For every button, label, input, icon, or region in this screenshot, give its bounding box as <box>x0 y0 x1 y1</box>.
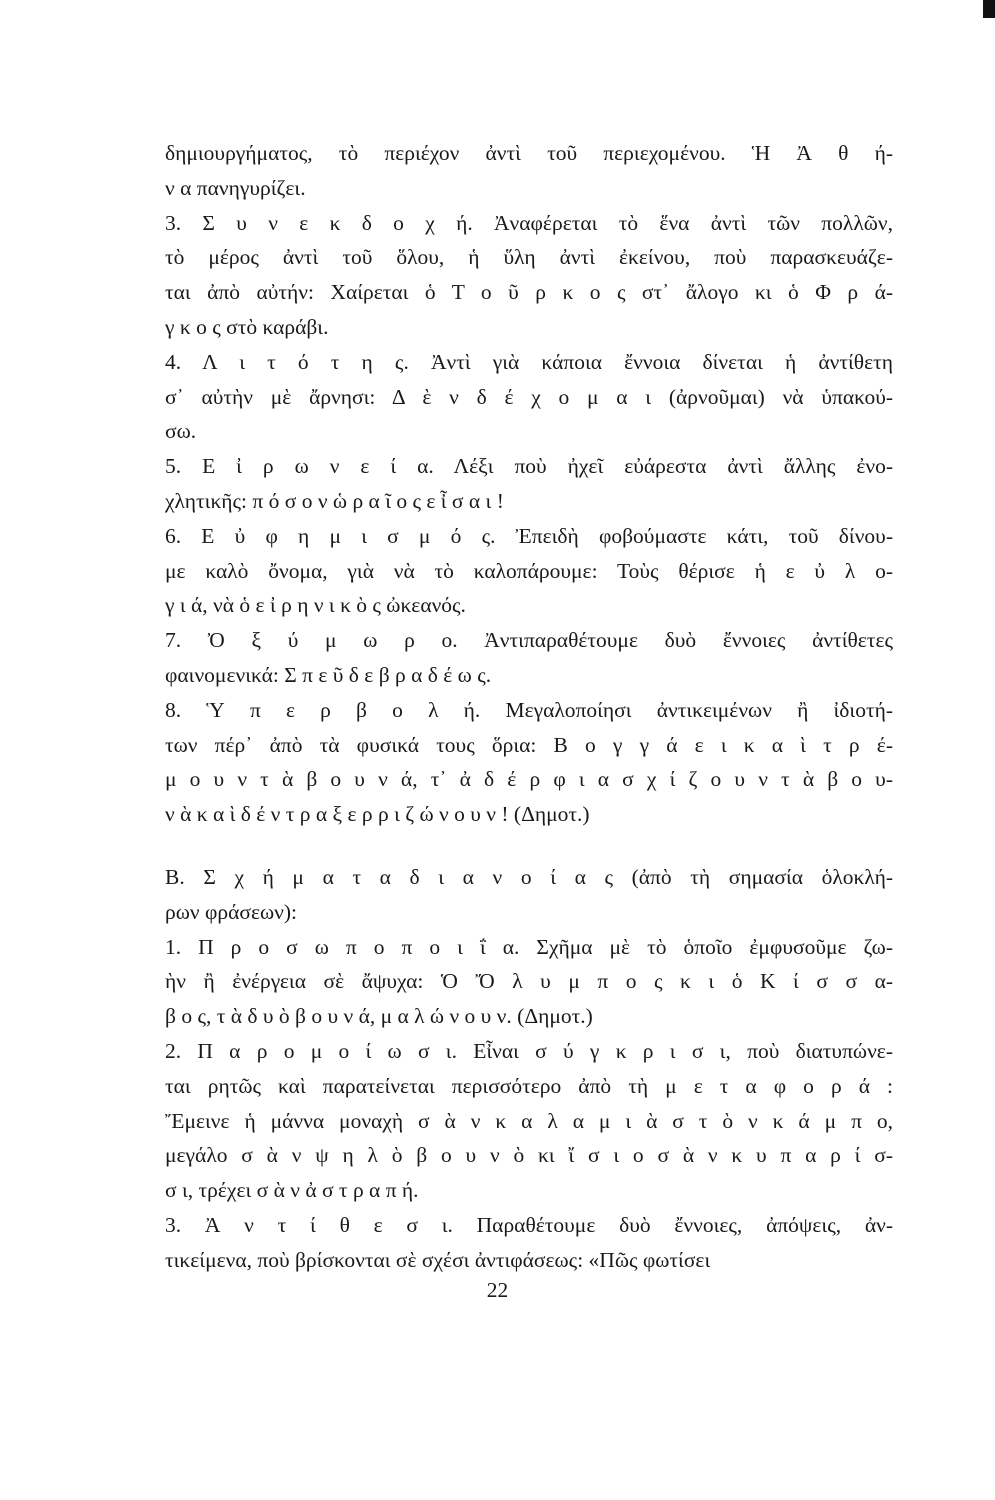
text-line: 5. Ε ἰ ρ ω ν ε ί α. Λέξι ποὺ ἠχεῖ εὐάρεστα ἀντὶ ἄλλης ἐνο- <box>165 454 893 479</box>
text-line: Β. Σ χ ή μ α τ α δ ι α ν ο ί α ς (ἀπὸ τὴ σημασία ὁλοκλή- <box>165 864 893 889</box>
text-line: 1. Π ρ ο σ ω π ο π ο ι ΐ α. Σχῆμα μὲ τὸ ὁποῖο ἐμφυσοῦμε ζω- <box>165 934 893 959</box>
text-line: με καλὸ ὄνομα, γιὰ νὰ τὸ καλοπάρουμε: Τοὺς θέρισε ἡ ε ὐ λ ο- <box>165 558 893 583</box>
text-line: 8. Ὑ π ε ρ β ο λ ή. Μεγαλοποίησι ἀντικειμένων ἢ ἰδιοτή- <box>165 697 893 722</box>
text-line: μ ο υ ν τ ὰ β ο υ ν ά, τ᾽ ἀ δ έ ρ φ ι α σ χ ί ζ ο υ ν τ ὰ β ο υ- <box>165 767 893 792</box>
page-number: 22 <box>486 1278 509 1302</box>
scan-edge-mark <box>983 0 995 18</box>
text-line: ρων φράσεων): <box>165 899 298 924</box>
text-line: β ο ς, τ ὰ δ υ ὸ β ο υ ν ά, μ α λ ώ ν ο υ ν. (Δημοτ.) <box>165 1004 593 1029</box>
text-line: 6. Ε ὐ φ η μ ι σ μ ό ς. Ἐπειδὴ φοβούμαστε κάτι, τοῦ δίνου- <box>165 523 893 548</box>
text-line: δημιουργήματος, τὸ περιέχον ἀντὶ τοῦ περιεχομένου. Ἡ Ἀ θ ή- <box>165 141 893 165</box>
text-line: σ ι, τρέχει σ ὰ ν ἀ σ τ ρ α π ή. <box>165 1178 419 1203</box>
text-line: 4. Λ ι τ ό τ η ς. Ἀντὶ γιὰ κάποια ἔννοια δίνεται ἡ ἀντίθετη <box>165 349 893 374</box>
text-line: 3. Ἀ ν τ ί θ ε σ ι. Παραθέτουμε δυὸ ἔννοιες, ἀπόψεις, ἀν- <box>165 1212 893 1237</box>
page-text <box>165 136 893 1278</box>
text-line: των πέρ᾽ ἀπὸ τὰ φυσικά τους ὅρια: Β ο γ γ ά ε ι κ α ὶ τ ρ έ- <box>165 732 893 757</box>
text-line: μεγάλο σ ὰ ν ψ η λ ὸ β ο υ ν ὸ κι ἴ σ ι ο σ ὰ ν κ υ π α ρ ί σ- <box>165 1143 893 1168</box>
text-line: σω. <box>165 419 197 444</box>
text-line: 3. Σ υ ν ε κ δ ο χ ή. Ἀναφέρεται τὸ ἕνα ἀντὶ τῶν πολλῶν, <box>165 210 893 235</box>
text-line: τὸ μέρος ἀντὶ τοῦ ὅλου, ἡ ὕλη ἀντὶ ἐκείνου, ποὺ παρασκευάζε- <box>165 245 893 270</box>
text-line: 2. Π α ρ ο μ ο ί ω σ ι. Εἶναι σ ύ γ κ ρ ι σ ι, ποὺ διατυπώνε- <box>165 1038 893 1063</box>
text-line: ὴν ἢ ἐνέργεια σὲ ἄψυχα: Ὁ Ὄ λ υ μ π ο ς κ ι ὁ Κ ί σ σ α- <box>165 969 893 994</box>
text-line: ν α πανηγυρίζει. <box>165 175 306 200</box>
text-line: τικείμενα, ποὺ βρίσκονται σὲ σχέσι ἀντιφάσεως: «Πῶς φωτίσει <box>165 1247 711 1272</box>
text-line: ται ρητῶς καὶ παρατείνεται περισσότερο ἀπὸ τὴ μ ε τ α φ ο ρ ά : <box>165 1073 893 1098</box>
text-line: φαινομενικά: Σ π ε ῦ δ ε β ρ α δ έ ω ς. <box>165 662 492 687</box>
text-line: σ᾽ αὐτὴν μὲ ἄρνησι: Δ ὲ ν δ έ χ ο μ α ι (ἀρνοῦμαι) νὰ ὑπακού- <box>165 384 893 409</box>
text-line: Ἔμεινε ἡ μάννα μοναχὴ σ ὰ ν κ α λ α μ ι ὰ σ τ ὸ ν κ ά μ π ο, <box>165 1108 893 1133</box>
text-line: γ κ ο ς στὸ καράβι. <box>165 314 329 339</box>
text-line: γ ι ά, νὰ ὁ ε ἰ ρ η ν ι κ ὸ ς ὠκεανός. <box>165 593 466 618</box>
text-line: 7. Ὀ ξ ύ μ ω ρ ο. Ἀντιπαραθέτουμε δυὸ ἔννοιες ἀντίθετες <box>165 628 893 653</box>
text-line: ται ἀπὸ αὐτήν: Χαίρεται ὁ Τ ο ῦ ρ κ ο ς στ᾽ ἄλογο κι ὁ Φ ρ ά- <box>165 280 893 305</box>
section-gap <box>165 832 893 860</box>
text-line: χλητικῆς: π ό σ ο ν ὡ ρ α ῖ ο ς ε ἶ σ α ι ! <box>165 488 504 513</box>
text-line: ν ὰ κ α ὶ δ έ ν τ ρ α ξ ε ρ ρ ι ζ ώ ν ο υ ν ! (Δημοτ.) <box>165 802 590 827</box>
